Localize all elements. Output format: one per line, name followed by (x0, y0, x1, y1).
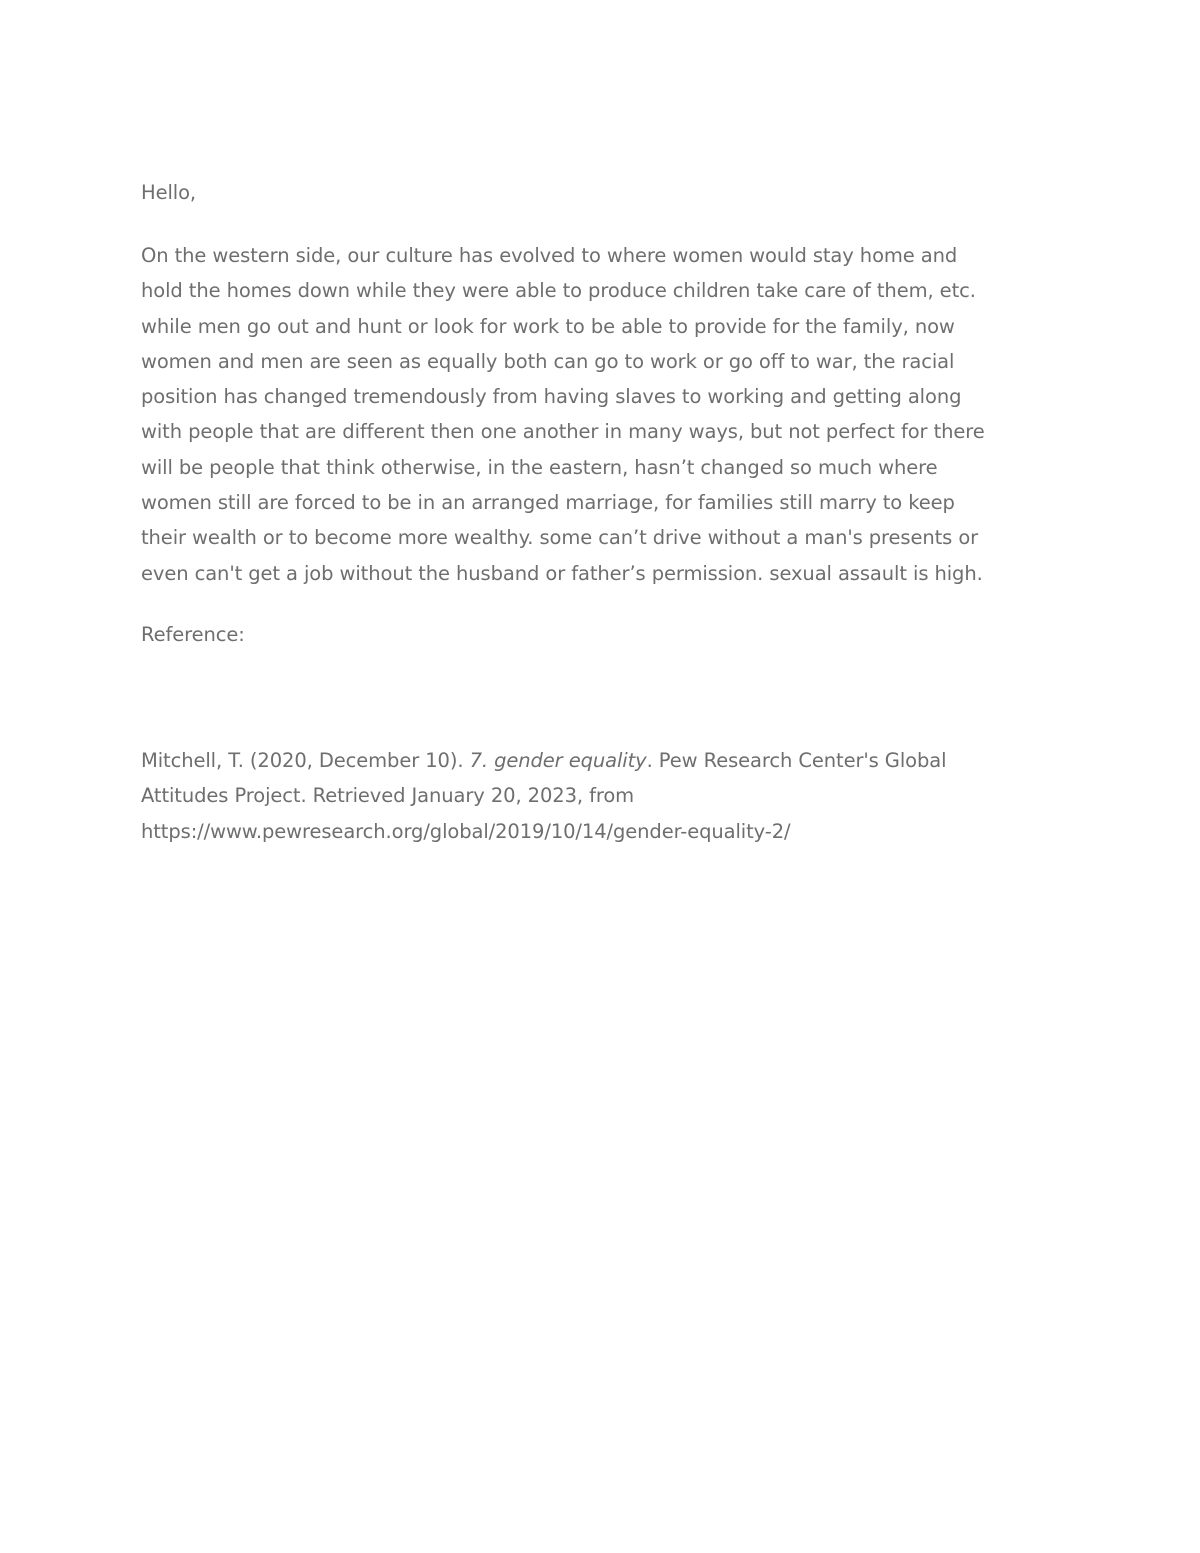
body-line: women and men are seen as equally both can go to work or go off to war, the racial (141, 349, 955, 373)
citation-line-2: Attitudes Project. Retrieved January 20, 2023, from (141, 784, 635, 808)
citation-publisher: . Pew Research Center's Global (646, 749, 947, 772)
reference-heading: Reference: (141, 623, 245, 646)
body-paragraph (141, 238, 1071, 591)
citation-url: https://www.pewresearch.org/global/2019/10/14/gender-equality-2/ (141, 819, 791, 843)
body-line: will be people that think otherwise, in the eastern, hasn’t changed so much where (141, 455, 938, 479)
body-line: position has changed tremendously from having slaves to working and getting along (141, 385, 962, 409)
body-line: while men go out and hunt or look for work to be able to provide for the family, now (141, 314, 955, 338)
body-line: On the western side, our culture has evolved to where women would stay home and (141, 244, 958, 267)
citation-line-1 (141, 743, 1071, 778)
citation-author-date: Mitchell, T. (2020, December 10). (141, 749, 470, 772)
body-line: with people that are different then one another in many ways, but not perfect for there (141, 420, 985, 444)
greeting: Hello, (141, 181, 197, 204)
body-line: their wealth or to become more wealthy. some can’t drive without a man's presents or (141, 526, 979, 550)
reference-citation (141, 743, 1071, 849)
citation-title: 7. gender equality (469, 749, 647, 772)
body-line: even can't get a job without the husband or father’s permission. sexual assault is high. (141, 561, 983, 585)
body-line: hold the homes down while they were able to produce children take care of them, etc. (141, 279, 976, 303)
body-line: women still are forced to be in an arranged marriage, for families still marry to keep (141, 491, 955, 515)
